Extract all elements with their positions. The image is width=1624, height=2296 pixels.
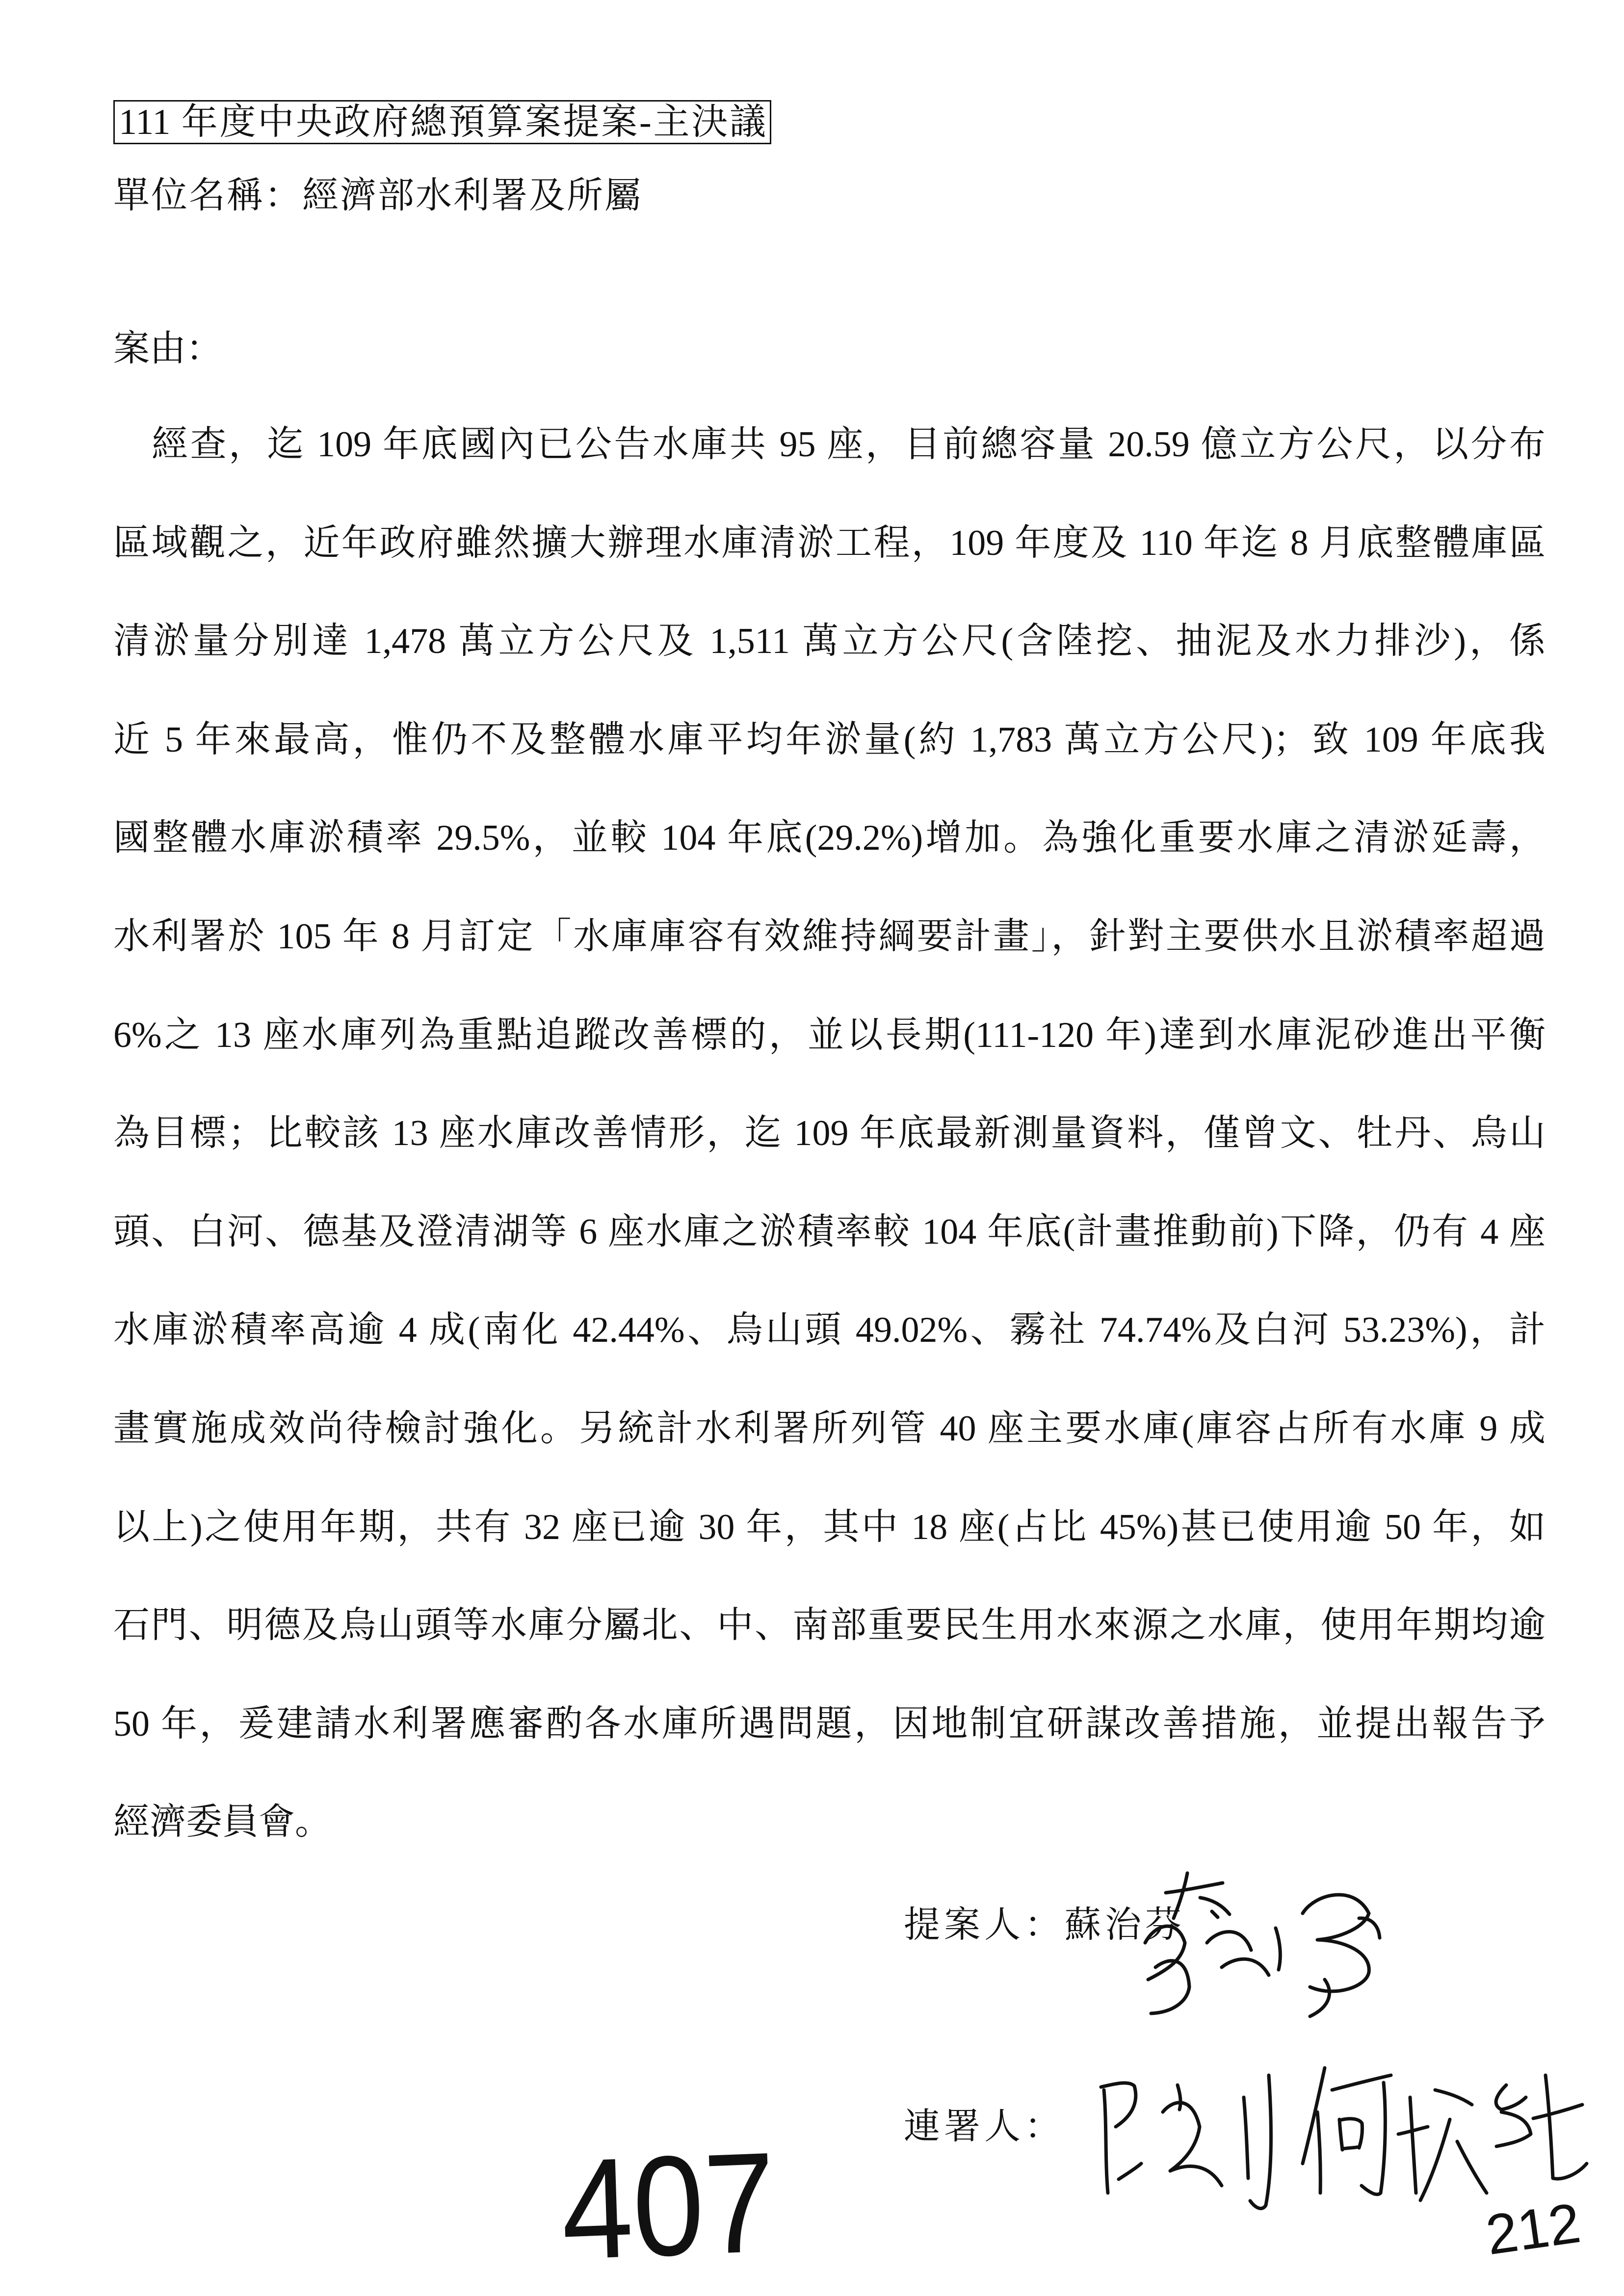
- cosigner-label: 連署人：: [904, 2107, 1065, 2147]
- pen-stroke: [1207, 1932, 1251, 1951]
- body-line: 經查，迄 109 年底國內已公告水庫共 95 座，目前總容量 20.59 億立方公尺，以分布: [152, 424, 1545, 465]
- body-line: 頭、白河、德基及澄清湖等 6 座水庫之淤積率較 104 年底(計畫推動前)下降，仍有 4 座: [113, 1211, 1545, 1252]
- pen-stroke: [1303, 1895, 1369, 1991]
- pen-stroke: [1362, 2083, 1385, 2194]
- pen-stroke: [1496, 2112, 1531, 2146]
- body-line: 近 5 年來最高，惟仍不及整體水庫平均年淤量(約 1,783 萬立方公尺)；致 109 年底我: [113, 719, 1545, 760]
- body-line: 清淤量分別達 1,478 萬立方公尺及 1,511 萬立方公尺(含陸挖、抽泥及水力排沙)，係: [113, 621, 1545, 662]
- pen-stroke: [1276, 1928, 1280, 1970]
- body-line: 畫實施成效尚待檢討強化。另統計水利署所列管 40 座主要水庫(庫容占所有水庫 9 成: [113, 1408, 1545, 1449]
- document-title: 111 年度中央政府總預算案提案-主決議: [113, 100, 771, 144]
- pen-stroke: [1457, 2141, 1487, 2193]
- body-line: 國整體水庫淤積率 29.5%，並較 104 年底(29.2%)增加。為強化重要水庫之清淤延壽，: [113, 818, 1545, 859]
- pen-stroke: [1104, 2090, 1108, 2193]
- proposer-name: 蘇治芬: [1065, 1905, 1185, 1945]
- handwritten-note: 212: [1482, 2191, 1584, 2267]
- signature-strokes: [1145, 1873, 1380, 2016]
- pen-stroke: [1222, 1959, 1269, 1975]
- body-line: 為目標；比較該 13 座水庫改善情形，迄 109 年底最新測量資料，僅曾文、牡丹、烏山: [113, 1113, 1545, 1154]
- pen-stroke: [1496, 2085, 1526, 2110]
- body-line: 50 年，爰建請水利署應審酌各水庫所遇問題，因地制宜研謀改善措施，並提出報告予: [113, 1703, 1545, 1744]
- body-line: 石門、明德及烏山頭等水庫分屬北、中、南部重要民生用水來源之水庫，使用年期均逾: [113, 1605, 1545, 1646]
- pen-stroke: [1250, 2075, 1271, 2209]
- body-line: 水庫淤積率高逾 4 成(南化 42.44%、烏山頭 49.02%、霧社 74.74%及白河 53.23%)，計: [113, 1310, 1545, 1351]
- pen-stroke: [1174, 1873, 1187, 1918]
- pen-stroke: [1339, 2119, 1342, 2150]
- pen-stroke: [1342, 2147, 1359, 2149]
- pen-stroke: [1166, 1883, 1223, 1893]
- unit-name: 單位名稱：經濟部水利署及所屬: [113, 176, 642, 216]
- case-label: 案由：: [113, 329, 222, 369]
- pen-stroke: [1244, 2097, 1248, 2178]
- proposer-signature: [1128, 1869, 1384, 2021]
- proposer-label: 提案人：: [904, 1905, 1065, 1945]
- case-body: [113, 395, 1545, 1872]
- pen-stroke: [1212, 1911, 1218, 1917]
- pen-stroke: [1533, 2105, 1582, 2118]
- pen-stroke: [1178, 2085, 1180, 2110]
- body-line: 6%之 13 座水庫列為重點追蹤改善標的，並以長期(111-120 年)達到水庫泥砂進出平衡: [113, 1015, 1545, 1055]
- pen-stroke: [1310, 1980, 1330, 2016]
- pen-stroke: [1435, 2090, 1472, 2105]
- cosigner-signature-2: [1285, 2041, 1599, 2213]
- body-line: 以上)之使用年期，共有 32 座已逾 30 年，其中 18 座(占比 45%)甚已使用逾 50 年，如: [113, 1507, 1545, 1547]
- pen-stroke: [1119, 2164, 1141, 2179]
- handwritten-page-number: 407: [559, 2122, 778, 2290]
- signature-strokes: [1101, 2075, 1271, 2209]
- pen-stroke: [1545, 2075, 1587, 2179]
- pen-stroke: [1151, 1961, 1189, 2013]
- body-line: 水利署於 105 年 8 月訂定「水庫庫容有效維持綱要計畫」，針對主要供水且淤積率超過: [113, 916, 1545, 957]
- body-line: 區域觀之，近年政府雖然擴大辦理水庫清淤工程，109 年度及 110 年迄 8 月底整體庫區: [113, 522, 1545, 563]
- pen-stroke: [1200, 1898, 1230, 1914]
- pen-stroke: [1145, 1926, 1185, 1980]
- signature-strokes: [1303, 2068, 1587, 2200]
- body-line: 經濟委員會。: [113, 1802, 331, 1843]
- cosigner-signature-1: [1079, 2056, 1295, 2218]
- pen-stroke: [1420, 2119, 1450, 2200]
- pen-stroke: [1317, 2112, 1320, 2193]
- pen-stroke: [1410, 2097, 1416, 2193]
- pen-stroke: [1163, 2103, 1222, 2186]
